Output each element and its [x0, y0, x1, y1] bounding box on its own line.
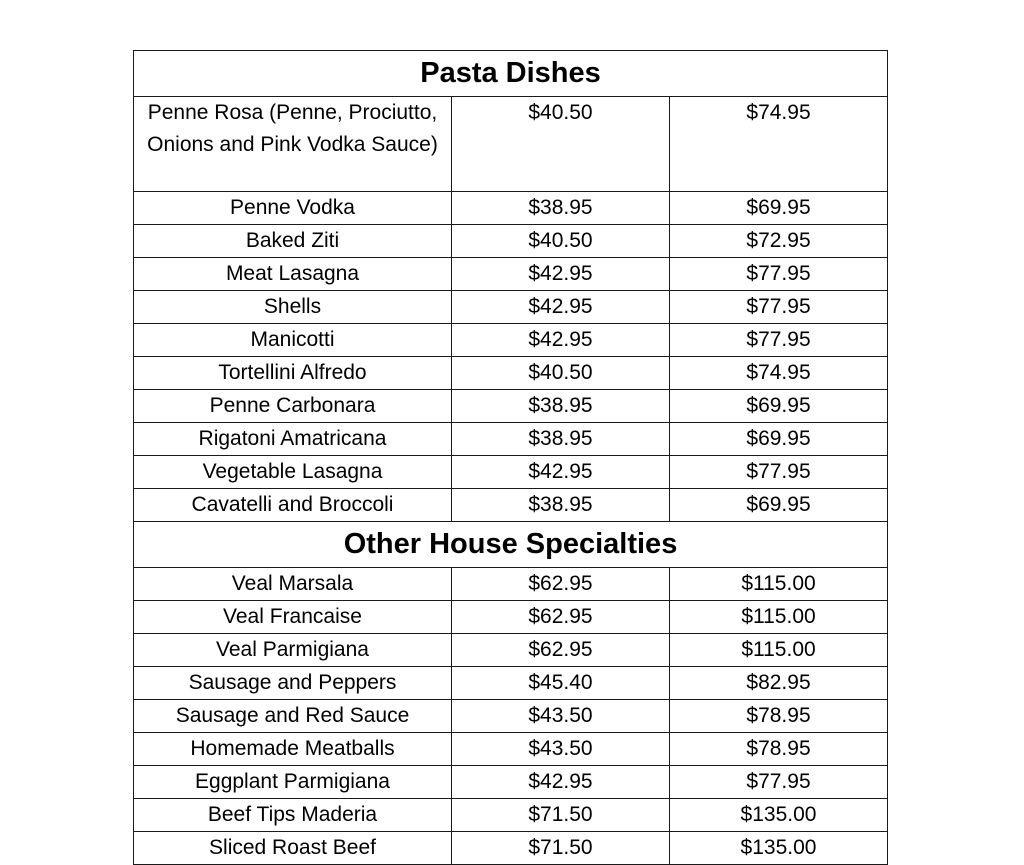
item-name: Veal Parmigiana	[134, 634, 452, 667]
menu-row	[134, 700, 888, 733]
half-tray-price: $38.95	[452, 423, 670, 456]
full-tray-price: $72.95	[670, 225, 888, 258]
item-name: Sausage and Peppers	[134, 667, 452, 700]
item-name: Rigatoni Amatricana	[134, 423, 452, 456]
half-tray-price: $43.50	[452, 700, 670, 733]
full-tray-price: $69.95	[670, 423, 888, 456]
menu-row	[134, 97, 888, 192]
section-header-other-house-specialties	[134, 522, 888, 568]
half-tray-price: $40.50	[452, 357, 670, 390]
item-name: Tortellini Alfredo	[134, 357, 452, 390]
full-tray-price: $69.95	[670, 192, 888, 225]
menu-row	[134, 601, 888, 634]
menu-row	[134, 456, 888, 489]
item-name: Eggplant Parmigiana	[134, 766, 452, 799]
half-tray-price: $42.95	[452, 766, 670, 799]
full-tray-price: $77.95	[670, 766, 888, 799]
half-tray-price: $62.95	[452, 601, 670, 634]
menu-table	[133, 50, 888, 865]
full-tray-price: $78.95	[670, 733, 888, 766]
half-tray-price: $38.95	[452, 192, 670, 225]
full-tray-price: $74.95	[670, 357, 888, 390]
menu-table-body	[134, 51, 888, 865]
full-tray-price: $74.95	[670, 97, 888, 192]
item-name: Penne Rosa (Penne, Prociutto, Onions and Pink Vodka Sauce)	[134, 97, 452, 192]
menu-row	[134, 192, 888, 225]
menu-row	[134, 832, 888, 865]
item-name: Veal Francaise	[134, 601, 452, 634]
section-title: Pasta Dishes	[134, 51, 888, 97]
item-name: Penne Carbonara	[134, 390, 452, 423]
full-tray-price: $78.95	[670, 700, 888, 733]
full-tray-price: $69.95	[670, 489, 888, 522]
menu-row	[134, 568, 888, 601]
half-tray-price: $42.95	[452, 291, 670, 324]
half-tray-price: $71.50	[452, 832, 670, 865]
half-tray-price: $62.95	[452, 634, 670, 667]
menu-row	[134, 634, 888, 667]
item-name: Penne Vodka	[134, 192, 452, 225]
item-name: Baked Ziti	[134, 225, 452, 258]
full-tray-price: $115.00	[670, 568, 888, 601]
full-tray-price: $69.95	[670, 390, 888, 423]
menu-row	[134, 766, 888, 799]
menu-row	[134, 799, 888, 832]
full-tray-price: $77.95	[670, 291, 888, 324]
item-name: Sausage and Red Sauce	[134, 700, 452, 733]
item-name: Cavatelli and Broccoli	[134, 489, 452, 522]
full-tray-price: $77.95	[670, 456, 888, 489]
menu-row	[134, 667, 888, 700]
full-tray-price: $77.95	[670, 258, 888, 291]
menu-row	[134, 291, 888, 324]
item-name: Sliced Roast Beef	[134, 832, 452, 865]
section-header-pasta-dishes	[134, 51, 888, 97]
menu-row	[134, 324, 888, 357]
half-tray-price: $38.95	[452, 489, 670, 522]
half-tray-price: $42.95	[452, 324, 670, 357]
menu-row	[134, 357, 888, 390]
half-tray-price: $62.95	[452, 568, 670, 601]
half-tray-price: $40.50	[452, 97, 670, 192]
menu-row	[134, 423, 888, 456]
half-tray-price: $42.95	[452, 456, 670, 489]
menu-row	[134, 225, 888, 258]
menu-row	[134, 390, 888, 423]
menu-row	[134, 489, 888, 522]
item-name: Manicotti	[134, 324, 452, 357]
half-tray-price: $71.50	[452, 799, 670, 832]
item-name: Shells	[134, 291, 452, 324]
half-tray-price: $38.95	[452, 390, 670, 423]
full-tray-price: $135.00	[670, 832, 888, 865]
full-tray-price: $82.95	[670, 667, 888, 700]
menu-row	[134, 733, 888, 766]
full-tray-price: $115.00	[670, 634, 888, 667]
item-name: Vegetable Lasagna	[134, 456, 452, 489]
half-tray-price: $45.40	[452, 667, 670, 700]
half-tray-price: $42.95	[452, 258, 670, 291]
full-tray-price: $115.00	[670, 601, 888, 634]
section-title: Other House Specialties	[134, 522, 888, 568]
item-name: Meat Lasagna	[134, 258, 452, 291]
half-tray-price: $43.50	[452, 733, 670, 766]
half-tray-price: $40.50	[452, 225, 670, 258]
item-name: Veal Marsala	[134, 568, 452, 601]
full-tray-price: $77.95	[670, 324, 888, 357]
item-name: Beef Tips Maderia	[134, 799, 452, 832]
full-tray-price: $135.00	[670, 799, 888, 832]
menu-row	[134, 258, 888, 291]
item-name: Homemade Meatballs	[134, 733, 452, 766]
